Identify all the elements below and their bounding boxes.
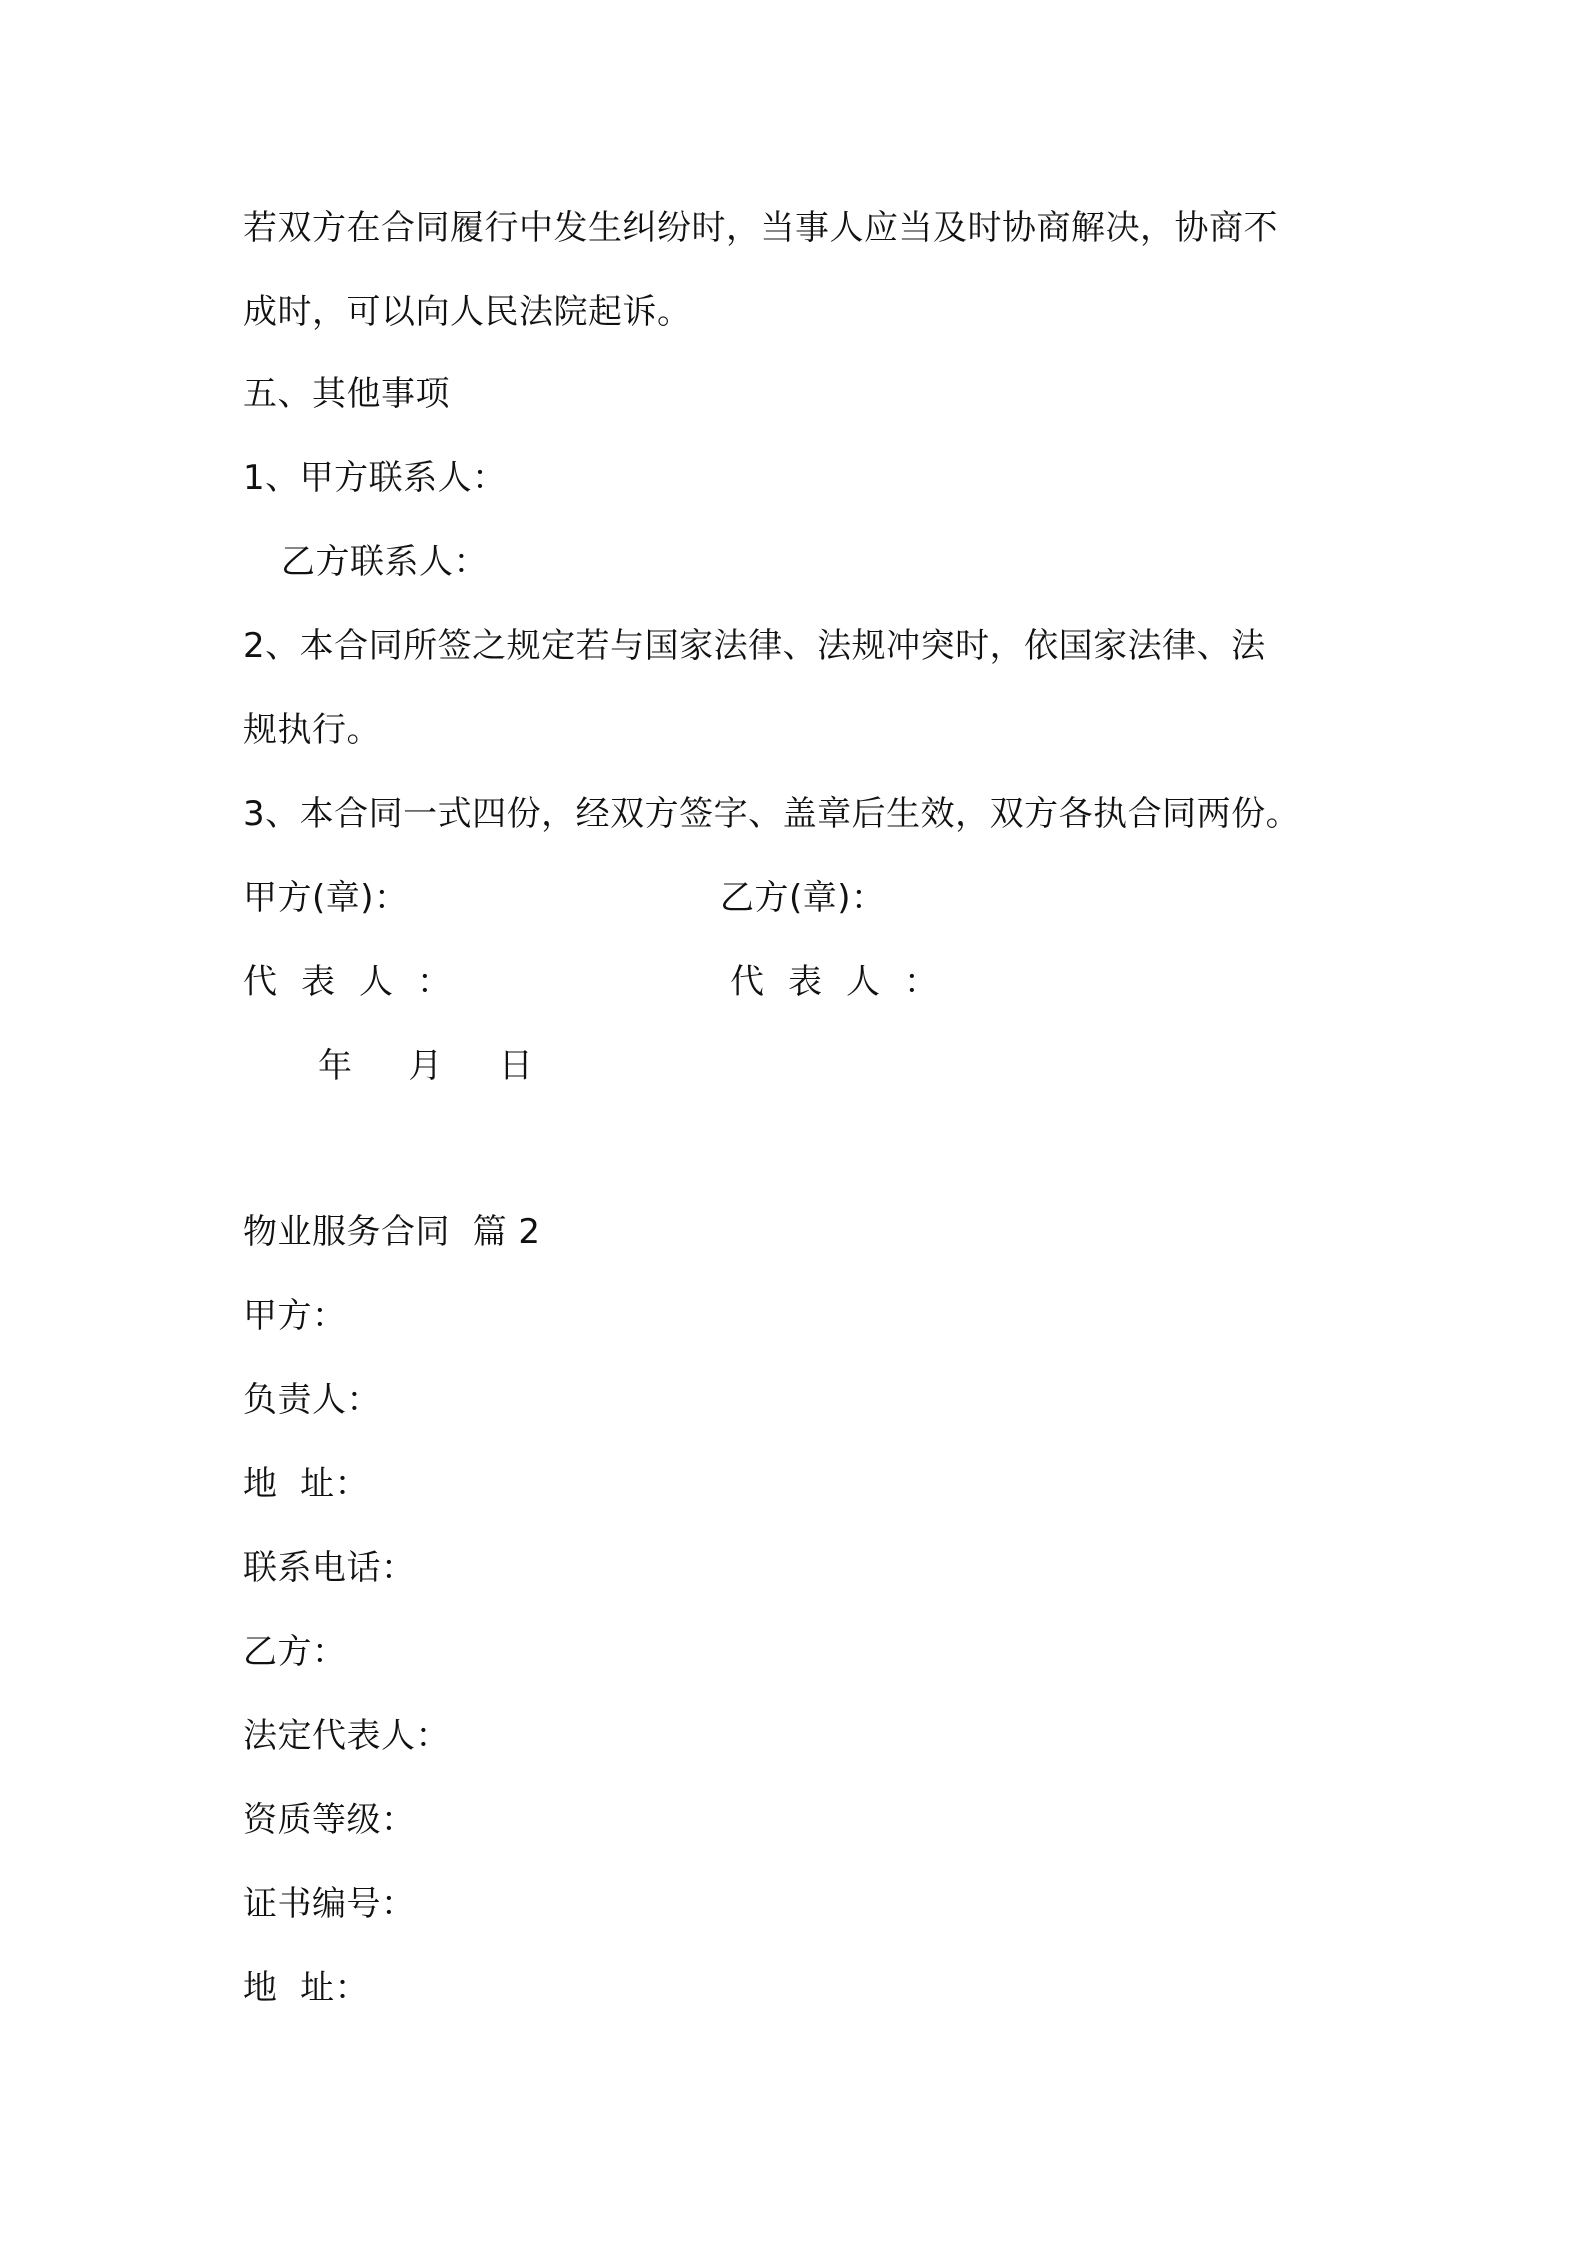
contract2-certificate-number: 证书编号： — [243, 1884, 416, 1924]
item2-text-line1: 2、本合同所签之规定若与国家法律、法规冲突时，依国家法律、法 — [243, 626, 1266, 666]
contract2-phone: 联系电话： — [243, 1548, 416, 1588]
party-a-contact: 1、甲方联系人： — [243, 458, 507, 498]
party-a-representative-label: 代表人： — [243, 962, 475, 1002]
clause4-text-line1: 若双方在合同履行中发生纠纷时，当事人应当及时协商解决，协商不 — [243, 208, 1278, 248]
party-b-seal-label: 乙方(章)： — [720, 878, 886, 918]
contract2-party-a: 甲方： — [243, 1296, 347, 1336]
item3-text: 3、本合同一式四份，经双方签字、盖章后生效，双方各执合同两份。 — [243, 794, 1301, 834]
contract2-title: 物业服务合同 篇 2 — [243, 1212, 541, 1252]
clause4-text-line2: 成时，可以向人民法院起诉。 — [243, 292, 692, 332]
contract2-person-in-charge: 负责人： — [243, 1380, 381, 1420]
item2-text-line2: 规执行。 — [243, 710, 381, 750]
party-b-representative-label: 代表人： — [730, 962, 962, 1002]
contract2-address-a: 地 址： — [243, 1464, 370, 1504]
contract2-address-b: 地 址： — [243, 1968, 370, 2008]
contract2-legal-representative: 法定代表人： — [243, 1716, 450, 1756]
party-a-seal-label: 甲方(章)： — [243, 878, 409, 918]
date-line: 年 月 日 — [318, 1046, 539, 1086]
section5-heading: 五、其他事项 — [243, 374, 450, 414]
party-b-contact: 乙方联系人： — [281, 542, 488, 582]
contract2-party-b: 乙方： — [243, 1632, 347, 1672]
contract2-qualification: 资质等级： — [243, 1800, 416, 1840]
